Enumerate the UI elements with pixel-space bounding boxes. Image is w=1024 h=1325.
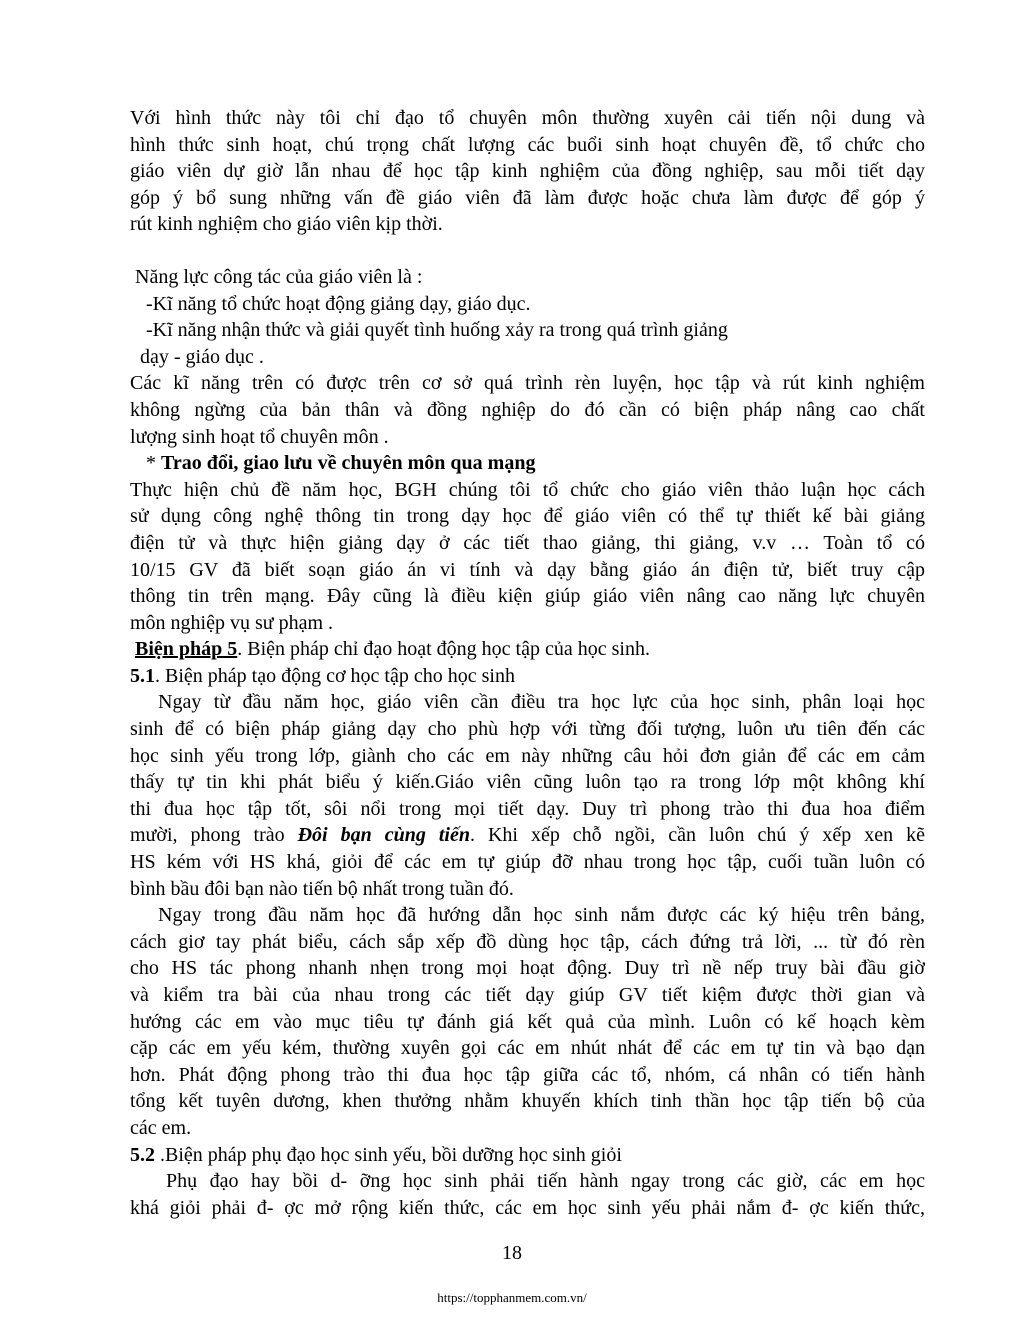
subsection-5-2-label: 5.2: [130, 1143, 155, 1166]
text-run: . Khi xếp chỗ ngồi, cần luôn chú ý xếp xen kẽ: [469, 824, 925, 847]
paragraph-5: [130, 689, 925, 902]
text-line: lượng sinh hoạt tổ chuyên môn .: [130, 425, 389, 448]
document-page: [130, 105, 925, 1221]
text-line: cho HS tác phong nhanh nhẹn trong mọi hoạt động. Duy trì nề nếp truy bài đầu giờ: [130, 957, 925, 980]
text-line: giáo viên dự giờ lẫn nhau để học tập kinh nghiệm của đồng nghiệp, sau mỗi tiết dạy: [130, 160, 925, 183]
text-line: bình bầu đôi bạn nào tiến bộ nhất trong tuần đó.: [130, 877, 514, 900]
subsection-5-1-text: . Biện pháp tạo động cơ học tập cho học sinh: [155, 664, 515, 687]
paragraph-7: [130, 1168, 925, 1221]
text-line: học sinh yếu trong lớp, giành cho các em này những câu hỏi đơn giản để các em cảm: [130, 744, 925, 767]
text-line: hơn. Phát động phong trào thi đua học tập giữa các tổ, nhóm, cá nhân có tiến hành: [130, 1063, 925, 1086]
list-item-continuation: dạy - giáo dục .: [140, 345, 264, 368]
text-line: [130, 822, 925, 849]
paragraph-3: [130, 370, 925, 450]
paragraph-6: [130, 902, 925, 1141]
text-line: Ngay từ đầu năm học, giáo viên cần điều tra học lực của học sinh, phân loại học: [158, 691, 925, 714]
text-line: thi đua học tập tốt, sôi nổi trong mọi tiết dạy. Duy trì phong trào thi đua hoa điểm: [130, 797, 925, 820]
text-line: Phụ đạo hay bồi d- ỡng học sinh phải tiến hành ngay trong các giờ, các em học: [166, 1170, 925, 1193]
text-line: thông tin trên mạng. Đây cũng là điều kiện giúp giáo viên nâng cao năng lực chuyên: [130, 585, 925, 608]
text-line: sử dụng công nghệ thông tin trong dạy học để giáo viên có thể tự thiết kế bài giảng: [130, 505, 925, 528]
text-line: không ngừng của bản thân và đồng nghiệp do đó cần có biện pháp nâng cao chất: [130, 398, 925, 421]
paragraph-2: [130, 264, 925, 370]
text-line: Thực hiện chủ đề năm học, BGH chúng tôi tổ chức cho giáo viên thảo luận học cách: [130, 478, 925, 501]
subsection-5-1-heading: [130, 663, 925, 690]
list-item: -Kĩ năng tổ chức hoạt động giảng dạy, giáo dục.: [146, 292, 531, 315]
text-line: thấy tự tin khi phát biểu ý kiến.Giáo viên cũng luôn tạo ra trong lớp một không khí: [130, 771, 925, 794]
text-line: rút kinh nghiệm cho giáo viên kịp thời.: [130, 213, 443, 236]
text-line: Ngay trong đầu năm học đã hướng dẫn học sinh nắm được các ký hiệu trên bảng,: [158, 904, 925, 927]
subsection-5-1-label: 5.1: [130, 664, 155, 687]
text-line: hướng các em vào mục tiêu tự đánh giá kết quả của mình. Luôn có kế hoạch kèm: [130, 1010, 925, 1033]
section-heading-exchange: [130, 450, 925, 477]
footer-url[interactable]: https://topphanmem.com.vn/: [437, 1290, 587, 1305]
text-line: môn nghiệp vụ sư phạm .: [130, 611, 334, 634]
emphasis-text: Đôi bạn cùng tiến: [297, 824, 470, 847]
paragraph-1: [130, 105, 925, 238]
heading-bullet: *: [146, 452, 161, 475]
text-line: góp ý bổ sung những vấn đề giáo viên đã làm được hoặc chưa làm được để góp ý: [130, 186, 925, 209]
text-line: cách giơ tay phát biểu, cách sắp xếp đồ dùng học tập, cách đứng trả lời, ... từ đó rèn: [130, 930, 925, 953]
text-line: sinh để có biện pháp giảng dạy cho phù hợp với từng đối tượng, luôn ưu tiên đến các: [130, 718, 925, 741]
paragraph-4: [130, 477, 925, 637]
text-line: cặp các em yếu kém, thường xuyên gọi các em nhút nhát để các em tự tin và bạo dạn: [130, 1037, 925, 1060]
text-line: tổng kết tuyên dương, khen thưởng nhằm khuyến khích tinh thần học tập tiến bộ của: [130, 1090, 925, 1113]
subsection-5-2-heading: [130, 1142, 925, 1169]
text-line: Năng lực công tác của giáo viên là :: [135, 265, 423, 288]
text-line: Các kĩ năng trên có được trên cơ sở quá trình rèn luyện, học tập và rút kinh nghiệm: [130, 372, 925, 395]
text-line: HS kém với HS khá, giỏi để các em tự giúp đỡ nhau trong học tập, cuối tuần luôn có: [130, 851, 925, 874]
measure-5-text: . Biện pháp chỉ đạo hoạt động học tập của học sinh.: [237, 638, 650, 661]
paragraph-gap: [130, 238, 925, 264]
subsection-5-2-text: .Biện pháp phụ đạo học sinh yếu, bồi dưỡng học sinh giỏi: [155, 1143, 622, 1166]
text-line: điện tử và thực hiện giảng dạy ở các tiết thao giảng, thi giảng, v.v … Toàn tổ có: [130, 531, 925, 554]
measure-5-label: Biện pháp 5: [135, 638, 238, 661]
measure-5-heading: [130, 636, 925, 663]
text-line: và kiểm tra bài của nhau trong các tiết dạy giúp GV tiết kiệm được thời gian và: [130, 984, 925, 1006]
text-line: các em.: [130, 1116, 192, 1139]
text-line: Với hình thức này tôi chỉ đạo tổ chuyên môn thường xuyên cải tiến nội dung và: [130, 107, 925, 129]
list-item: -Kĩ năng nhận thức và giải quyết tình huống xảy ra trong quá trình giảng: [146, 319, 728, 342]
heading-text: Trao đổi, giao lưu về chuyên môn qua mạng: [161, 452, 536, 475]
text-line: khá giỏi phải đ- ợc mở rộng kiến thức, các em học sinh yếu phải nắm đ- ợc kiến thức,: [130, 1196, 925, 1219]
text-line: 10/15 GV đã biết soạn giáo án vi tính và dạy bằng giáo án điện tử, biết truy cập: [130, 558, 925, 581]
text-run: mười, phong trào: [130, 824, 298, 847]
page-number: 18: [502, 1242, 522, 1264]
text-line: hình thức sinh hoạt, chú trọng chất lượng các buổi sinh hoạt chuyên đề, tổ chức cho: [130, 133, 925, 156]
